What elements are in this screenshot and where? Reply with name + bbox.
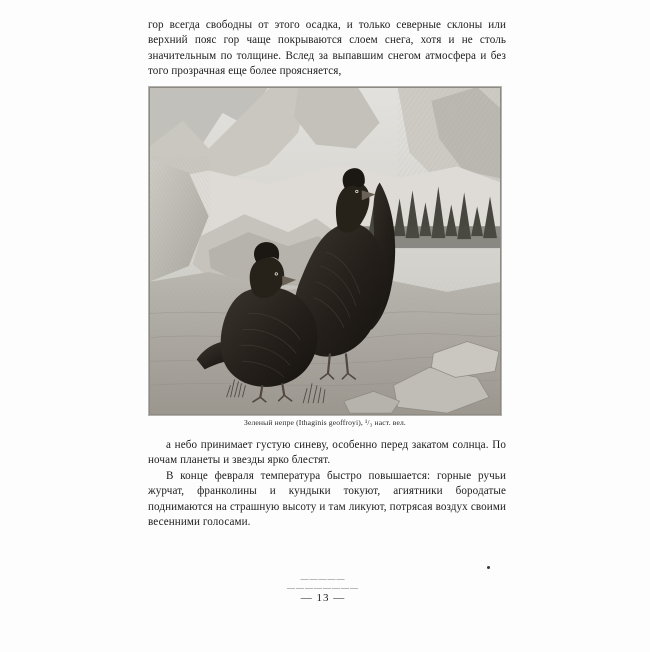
page-number: — 13 —	[300, 592, 346, 604]
figure-caption: Зеленый непре (Ithaginis geoffroyi), ¹/₃ наст. вел.	[243, 418, 406, 427]
paragraph-top-1: гор всегда свободны от этого осадка, и только северные склоны или верхний пояс гор чаще покрываются слоем снега, хотя и не столь значительным по толщине. Вслед за выпавшим снегом атмосфера и без того прозрачная еще более проясняется,	[148, 19, 506, 78]
bottom-text-block	[148, 438, 506, 530]
footer-ornament: ————— ————————	[287, 574, 359, 592]
paragraph-bottom-2: В конце февраля температура быстро повышается: горные ручьи журчат, франколины и кундыки токуют, агиятники бородатые поднимаются на страшную высоту и там ликуют, потрясая воздух своими весенними голосами.	[148, 469, 506, 529]
figure-illustration	[148, 86, 502, 416]
top-text-block	[148, 18, 506, 80]
paragraph-bottom-1: а небо принимает густую синеву, особенно перед закатом солнца. По ночам планеты и звезды ярко блестят.	[148, 439, 506, 467]
ink-speck	[487, 566, 490, 569]
engraving-svg	[149, 87, 501, 415]
